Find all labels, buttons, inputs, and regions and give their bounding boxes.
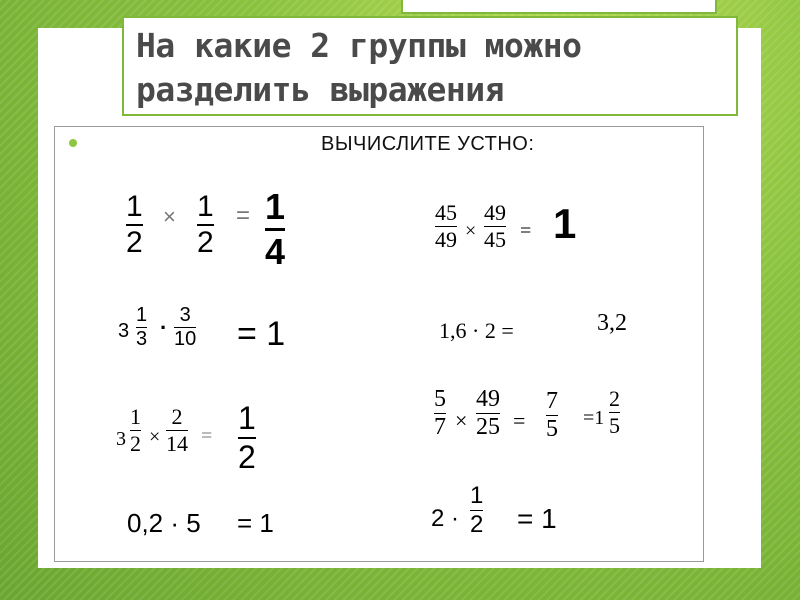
numerator: 1 bbox=[265, 186, 286, 227]
equals-sign-mixed: =1 bbox=[583, 407, 605, 429]
dot-sign: · bbox=[160, 315, 168, 340]
numerator: 45 bbox=[435, 200, 457, 225]
whole-part: 3 bbox=[118, 320, 130, 342]
times-sign: × bbox=[149, 426, 161, 448]
numerator: 1 bbox=[126, 190, 143, 223]
expr2-fraction-b bbox=[484, 200, 506, 253]
denominator: 2 bbox=[126, 226, 143, 259]
expr6-fraction-b bbox=[476, 386, 500, 441]
numerator: 1 bbox=[130, 404, 141, 429]
numerator: 1 bbox=[470, 482, 484, 509]
expr5-answer bbox=[238, 400, 256, 476]
content-box bbox=[54, 126, 704, 562]
equals-sign: = bbox=[201, 425, 213, 447]
title-box bbox=[122, 16, 738, 116]
expr5-fraction-a bbox=[130, 404, 141, 457]
numerator: 2 bbox=[171, 404, 183, 429]
numerator: 5 bbox=[434, 386, 446, 412]
task-heading: ВЫЧИСЛИТЕ УСТНО: bbox=[321, 133, 535, 155]
denominator: 14 bbox=[166, 431, 188, 456]
numerator: 1 bbox=[238, 400, 256, 436]
denominator: 4 bbox=[265, 231, 286, 272]
denominator: 25 bbox=[476, 414, 500, 440]
equals-sign: = bbox=[236, 202, 251, 229]
expr3-fraction-b bbox=[174, 304, 196, 351]
expr3-answer: = 1 bbox=[237, 315, 286, 353]
expr8-fraction bbox=[470, 482, 483, 539]
equals-sign: = bbox=[513, 408, 526, 433]
title-line-2: разделить выражения bbox=[136, 70, 504, 109]
denominator: 3 bbox=[136, 328, 148, 350]
expr1-fraction-a bbox=[126, 190, 143, 260]
denominator: 2 bbox=[470, 511, 484, 538]
equals-sign: = bbox=[520, 220, 532, 242]
numerator: 3 bbox=[179, 304, 191, 326]
denominator: 45 bbox=[484, 227, 506, 252]
expr7-expression: 0,2 · 5 bbox=[127, 508, 201, 538]
expr1-fraction-b bbox=[197, 190, 214, 260]
decorative-tab bbox=[401, 0, 717, 14]
whole-part: 2 · bbox=[431, 505, 460, 532]
whole-part: 3 bbox=[116, 428, 126, 450]
denominator: 49 bbox=[435, 227, 457, 252]
numerator: 1 bbox=[197, 190, 214, 223]
expr4-answer: 3,2 bbox=[597, 310, 627, 336]
denominator: 2 bbox=[238, 439, 256, 475]
expr6-fraction-c bbox=[546, 388, 558, 443]
expr6-fraction-a bbox=[434, 386, 446, 441]
denominator: 2 bbox=[130, 431, 141, 456]
expr4-expression: 1,6 · 2 = bbox=[439, 318, 514, 343]
numerator: 49 bbox=[484, 200, 506, 225]
times-sign: × bbox=[455, 408, 468, 433]
times-sign: × bbox=[465, 220, 477, 242]
expr1-answer bbox=[265, 186, 285, 273]
expr3-fraction-a bbox=[136, 304, 147, 351]
denominator: 7 bbox=[434, 414, 446, 440]
bullet-icon bbox=[69, 139, 77, 147]
expr6-fraction-d bbox=[609, 386, 620, 439]
expr2-fraction-a bbox=[435, 200, 457, 253]
expr2-answer: 1 bbox=[553, 200, 577, 247]
denominator: 2 bbox=[197, 226, 214, 259]
numerator: 49 bbox=[476, 386, 500, 412]
denominator: 10 bbox=[174, 328, 197, 350]
denominator: 5 bbox=[546, 416, 558, 442]
times-sign: × bbox=[163, 204, 176, 229]
expr8-answer: = 1 bbox=[517, 503, 557, 534]
numerator: 2 bbox=[609, 386, 620, 411]
expr5-fraction-b bbox=[166, 404, 188, 457]
expr7-answer: = 1 bbox=[237, 508, 274, 538]
numerator: 7 bbox=[546, 388, 558, 414]
numerator: 1 bbox=[136, 304, 148, 326]
title-line-1: На какие 2 группы можно bbox=[136, 26, 582, 65]
denominator: 5 bbox=[609, 413, 620, 438]
